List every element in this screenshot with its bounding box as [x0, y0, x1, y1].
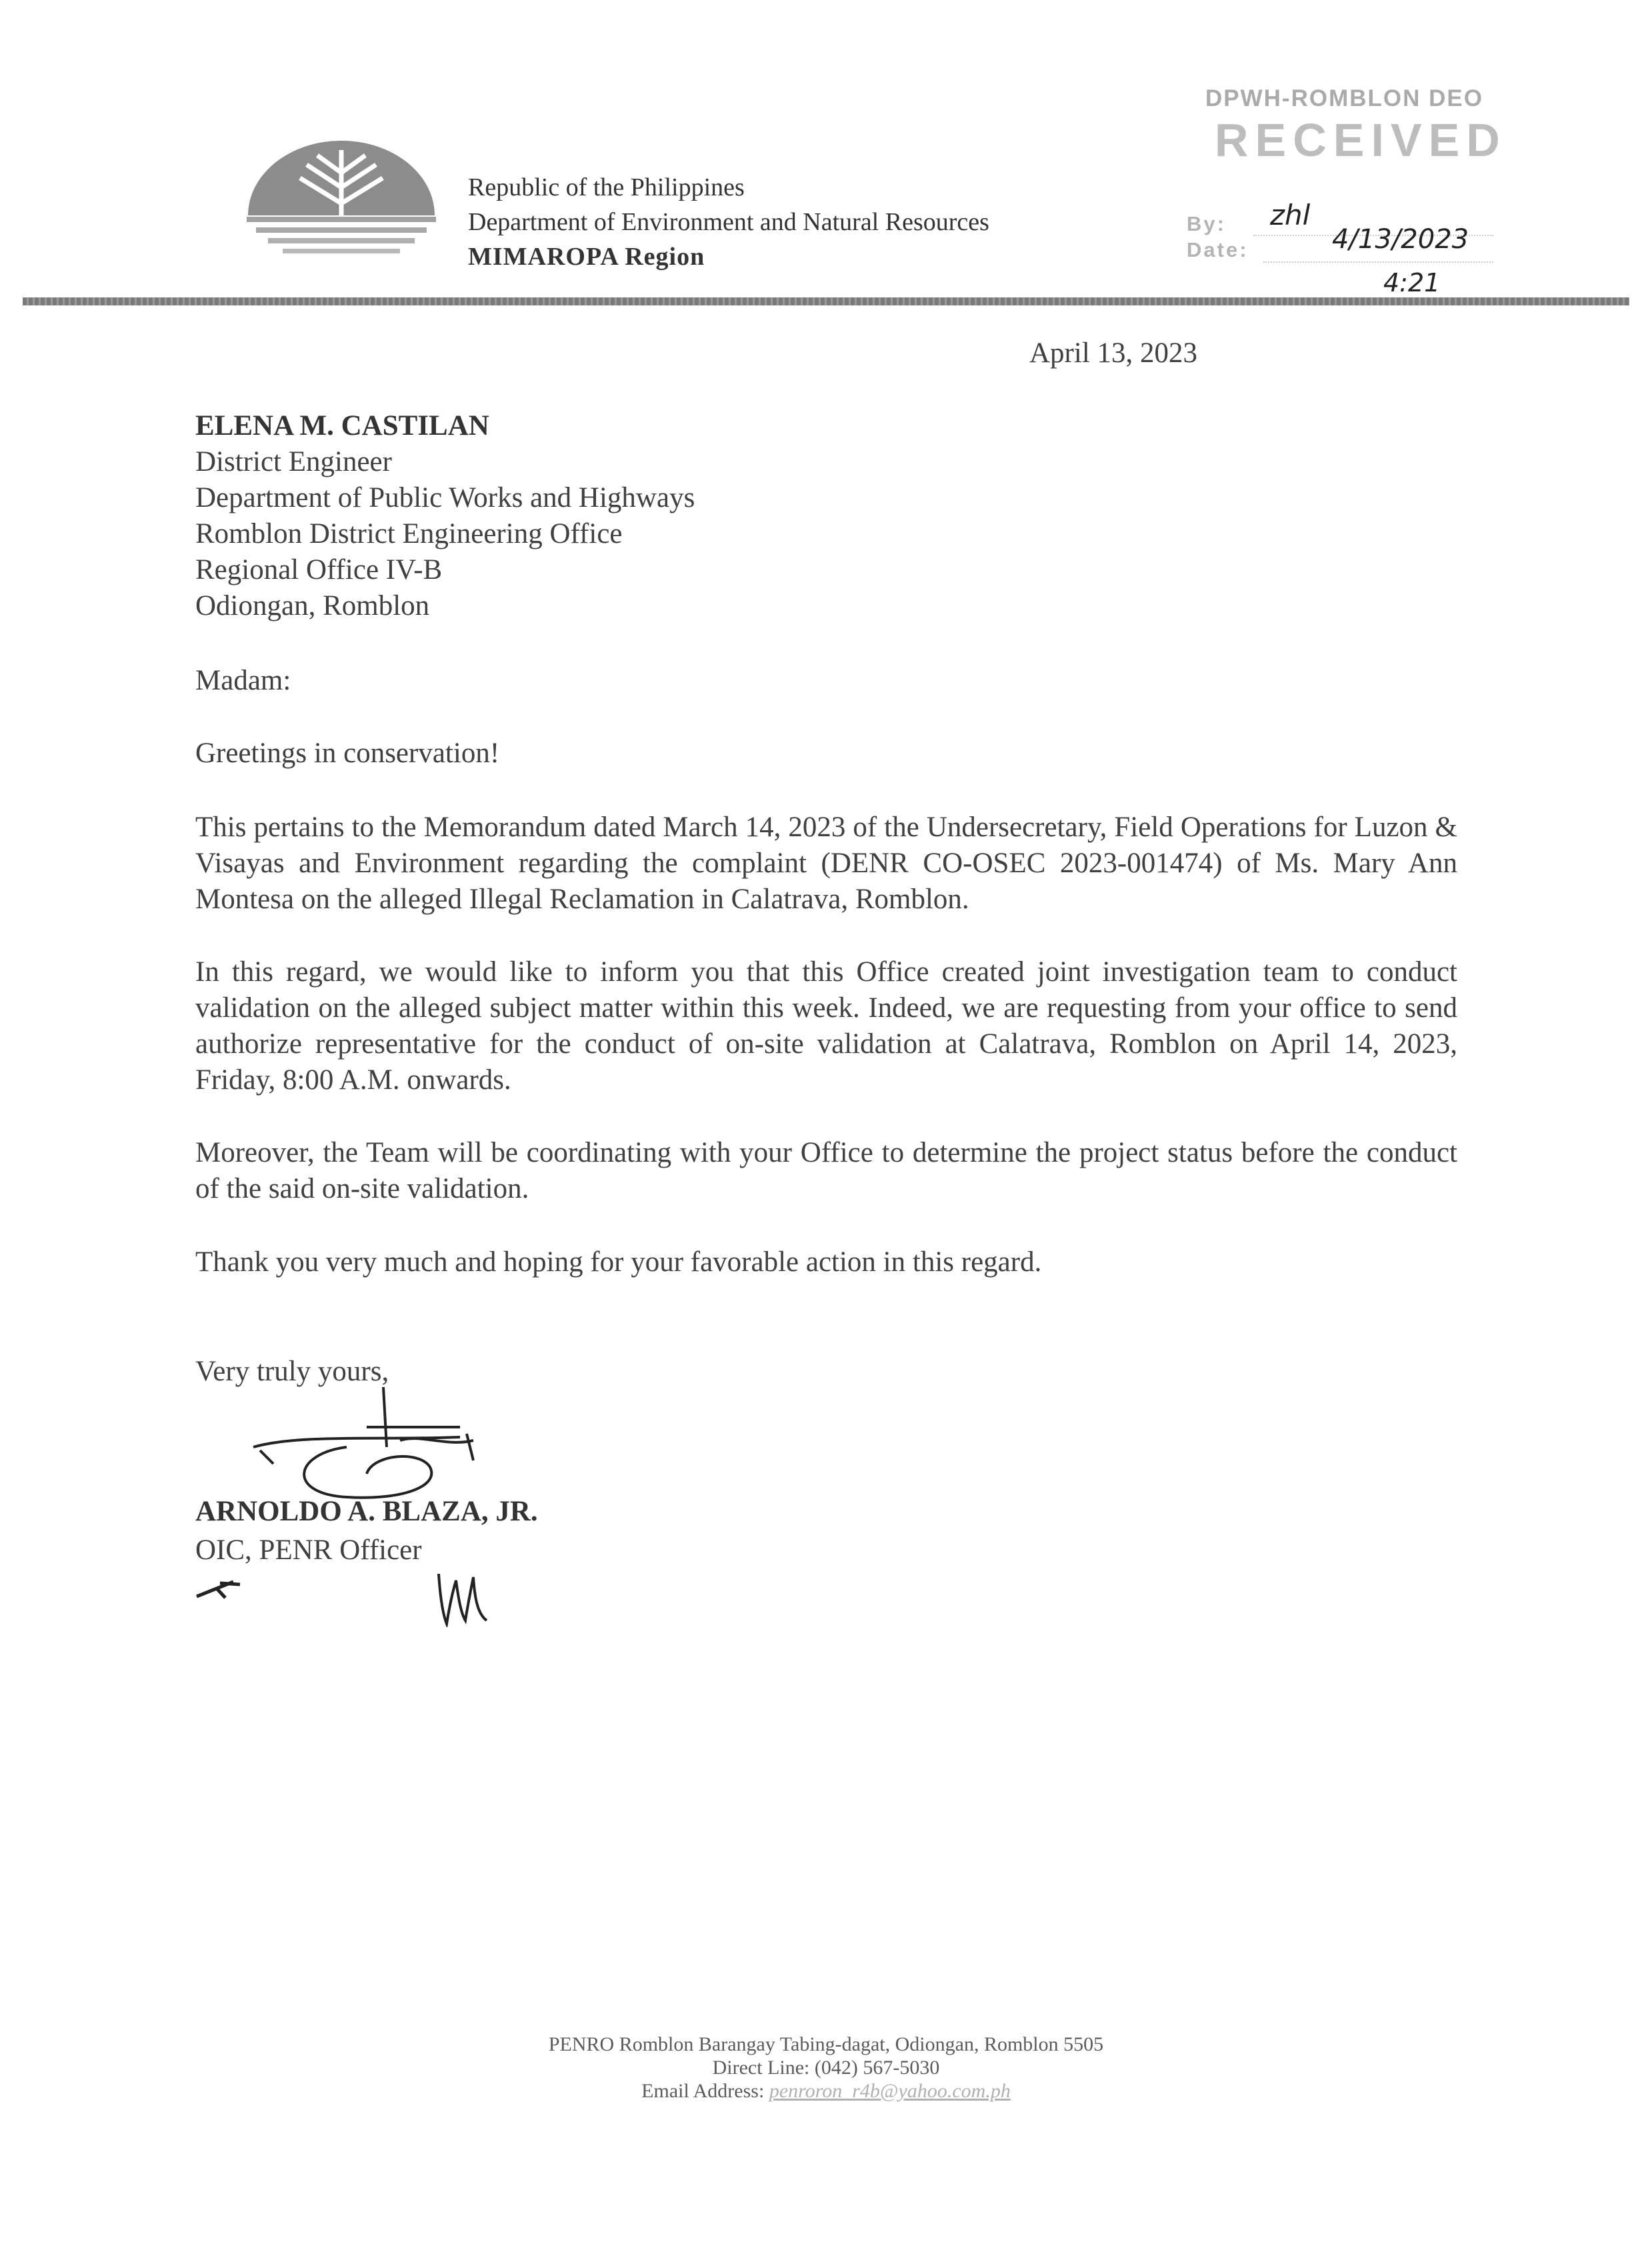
- closing: Very truly yours,: [195, 1356, 389, 1387]
- footer-phone: Direct Line: (042) 567-5030: [712, 2057, 940, 2079]
- letterhead-region: MIMAROPA Region: [468, 243, 705, 271]
- recipient-regional-office: Regional Office IV-B: [195, 554, 443, 586]
- footer-email-label: Email Address:: [641, 2080, 765, 2102]
- recipient-name: ELENA M. CASTILAN: [195, 410, 489, 441]
- stamp-by-label: By:: [1187, 212, 1226, 235]
- letterhead: [468, 170, 989, 274]
- footer-email-link[interactable]: penroron_r4b@yahoo.com.ph: [769, 2080, 1011, 2102]
- initial-signature: [433, 1567, 500, 1627]
- greeting: Greetings in conservation!: [195, 738, 500, 769]
- letterhead-republic: Republic of the Philippines: [468, 173, 745, 201]
- signatory-title: OIC, PENR Officer: [195, 1534, 422, 1566]
- signatory-name: ARNOLDO A. BLAZA, JR.: [195, 1496, 538, 1527]
- stamp-date-label: Date:: [1187, 238, 1249, 261]
- letter-date: April 13, 2023: [1029, 337, 1198, 369]
- stamp-time-handwritten: 4:21: [1383, 268, 1441, 297]
- initial-mark: [193, 1575, 247, 1602]
- paragraph-4: Thank you very much and hoping for your favorable action in this regard.: [195, 1246, 1042, 1278]
- header-divider: [23, 297, 1629, 305]
- recipient-agency: Department of Public Works and Highways: [195, 482, 695, 513]
- recipient-position: District Engineer: [195, 446, 392, 477]
- recipient-location: Odiongan, Romblon: [195, 590, 430, 622]
- paragraph-3: Moreover, the Team will be coordinating with your Office to determine the project status before the conduct of the said on-site validation.: [195, 1137, 1457, 1204]
- footer-email-line: [0, 2079, 1652, 2103]
- recipient-block: [195, 408, 695, 624]
- paragraph-2: In this regard, we would like to inform you that this Office created joint investigation team to conduct validation on the alleged subject matter within this week. Indeed, we are requesting from your office to send authorize representative for the conduct of on-site validation at Calatrava, Romblon on April 14, 2023, Friday, 8:00 A.M. onwards.: [195, 956, 1457, 1096]
- recipient-office: Romblon District Engineering Office: [195, 518, 623, 549]
- paragraph-1: This pertains to the Memorandum dated March 14, 2023 of the Undersecretary, Field Operations for Luzon & Visayas and Environment regarding the complaint (DENR CO-OSEC 2023-001474) of Ms. Mary Ann Montesa on the alleged Illegal Reclamation in Calatrava, Romblon.: [195, 812, 1457, 915]
- stamp-office: DPWH-ROMBLON DEO: [1205, 85, 1483, 111]
- stamp-date-line: [1263, 261, 1493, 263]
- denr-logo: [241, 137, 441, 263]
- footer-address: PENRO Romblon Barangay Tabing-dagat, Odiongan, Romblon 5505: [548, 2033, 1104, 2055]
- stamp-received: RECEIVED: [1215, 114, 1507, 166]
- signature-drawing: [247, 1387, 513, 1507]
- salutation: Madam:: [195, 665, 291, 696]
- letterhead-department: Department of Environment and Natural Resources: [468, 208, 989, 236]
- stamp-by-handwritten: zhl: [1270, 199, 1311, 231]
- stamp-date-handwritten: 4/13/2023: [1332, 224, 1469, 255]
